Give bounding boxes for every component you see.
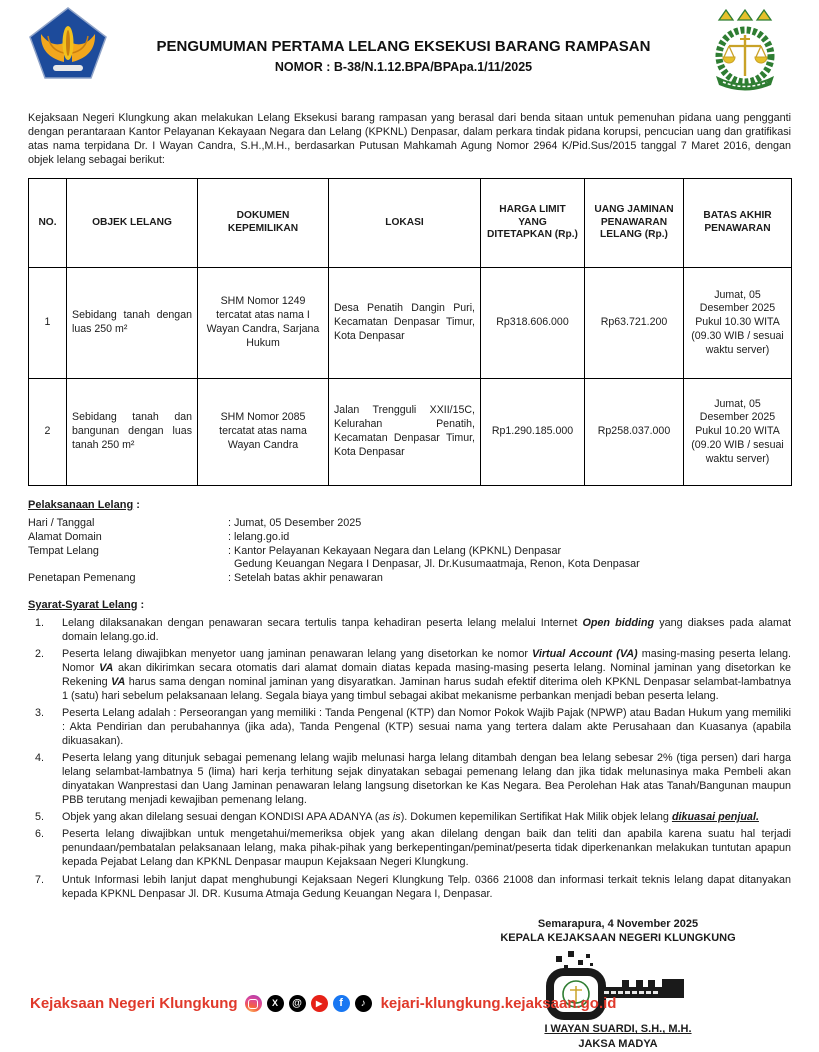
detail-value	[228, 545, 791, 573]
detail-label: Penetapan Pemenang	[28, 572, 136, 585]
syarat-item-1	[28, 616, 791, 644]
cell-harga: Rp1.290.185.000	[481, 378, 585, 485]
youtube-icon: ▶	[311, 995, 328, 1012]
cell-jaminan: Rp258.037.000	[585, 378, 684, 485]
cell-harga: Rp318.606.000	[481, 267, 585, 378]
signature-office-title: KEPALA KEJAKSAAN NEGERI KLUNGKUNG	[500, 932, 736, 945]
detail-row-tempat-lelang	[28, 545, 791, 573]
col-header-dokumen: DOKUMEN KEPEMILIKAN	[198, 178, 329, 267]
table-row	[29, 267, 792, 378]
announcement-number: NOMOR : B-38/N.1.12.BPA/BPApa.1/11/2025	[274, 60, 533, 74]
detail-label: Alamat Domain	[28, 530, 102, 543]
cell-jaminan: Rp63.721.200	[585, 267, 684, 378]
announcement-title: PENGUMUMAN PERTAMA LELANG EKSEKUSI BARANG RAMPASAN	[156, 38, 651, 55]
syarat-text: Lelang dilaksanakan dengan penawaran secara tertulis tanpa kehadiran peserta lelang melalui Internet	[62, 616, 583, 629]
footer-brand-text: Kejaksaan Negeri Klungkung	[30, 995, 238, 1012]
syarat-text: yang diakses pada alamat domain lelang.go.id.	[62, 616, 791, 644]
pelaksanaan-heading	[28, 499, 791, 511]
detail-value: : Jumat, 05 Desember 2025	[228, 516, 362, 529]
syarat-text: Peserta lelang yang ditunjuk sebagai pemenang lelang wajib melunasi harga lelang ditambah dengan bea lelang sebesar 2% (tiga persen) dari harga lelang selambat-lambatnya 5 (lima) hari kerja terhitung sejak dinyatakan sebagai pemenang lelang dan jika tidak melunasinya maka Pembeli akan dinyatakan Wanprestasi dan Uang Jaminan penawaran lelang langsung disetorkan ke Kas Negara. Bea Perolehan Hak atas Tanah/Bangunan maupun PBB terutang menjadi kewajiban pemenang lelang.	[62, 752, 791, 807]
detail-value: : lelang.go.id	[228, 530, 290, 543]
detail-value-line1: : Kantor Pelayanan Kekayaan Negara dan Lelang (KPKNL) Denpasar	[228, 544, 562, 557]
facebook-icon: f	[333, 995, 350, 1012]
syarat-item-7	[28, 873, 791, 901]
syarat-text: Peserta lelang diwajibkan menyetor uang jaminan penawaran lelang yang disetorkan ke nomor	[62, 648, 533, 661]
kemenkeu-logo-icon	[28, 6, 108, 85]
syarat-text-emphasis: Open bidding	[582, 616, 655, 629]
syarat-item-4	[28, 751, 791, 807]
auction-lots-table	[28, 178, 792, 486]
syarat-heading	[28, 599, 791, 611]
pelaksanaan-details	[28, 517, 791, 586]
cell-no: 1	[29, 267, 67, 378]
instagram-icon	[245, 995, 262, 1012]
syarat-item-3	[28, 706, 791, 748]
cell-lokasi: Desa Penatih Dangin Puri, Kecamatan Denpasar Timur, Kota Denpasar	[329, 267, 481, 378]
cell-objek: Sebidang tanah dan bangunan dengan luas tanah 250 m²	[67, 378, 198, 485]
intro-paragraph: Kejaksaan Negeri Klungkung akan melakukan Lelang Eksekusi barang rampasan yang berasal dari benda sitaan untuk pemenuhan pidana uang pengganti dengan perantaraan Kantor Pelayanan Kekayaan Negara dan Lelang (KPKNL) Denpasar, dalam perkara tindak pidana korupsi, pencucian uang dan gratifikasi atas nama terpidana Dr. I Wayan Candra, S.H.,M.H., berdasarkan Putusan Mahkamah Agung Nomor 2964 K/Pid.Sus/2015 tanggal 7 Maret 2016, dengan objek lelang sebagai berikut:	[28, 112, 791, 167]
syarat-text: masing-masing peserta lelang. Nomor	[62, 648, 791, 675]
signature-block	[453, 917, 783, 1052]
syarat-text-underlined: dikuasai penjual.	[671, 811, 759, 824]
threads-icon: @	[289, 995, 306, 1012]
cell-objek: Sebidang tanah dengan luas 250 m²	[67, 267, 198, 378]
syarat-text: akan dikirimkan secara otomatis dari alamat domain diatas kepada masing-masing peserta lelang. Nominal jaminan yang disetorkan ke Rekening	[62, 662, 791, 689]
signature-name: I WAYAN SUARDI, S.H., M.H.	[544, 1023, 692, 1036]
document-header	[28, 6, 791, 99]
pelaksanaan-heading-colon: :	[133, 498, 140, 511]
cell-dokumen: SHM Nomor 2085 tercatat atas nama Wayan Candra	[198, 378, 329, 485]
col-header-lokasi: LOKASI	[329, 178, 481, 267]
detail-row-alamat-domain	[28, 531, 791, 545]
col-header-harga-limit: HARGA LIMIT YANG DITETAPKAN (Rp.)	[481, 178, 585, 267]
x-icon: X	[267, 995, 284, 1012]
cell-dokumen: SHM Nomor 1249 tercatat atas nama I Wayan Candra, Sarjana Hukum	[198, 267, 329, 378]
syarat-item-5	[28, 810, 791, 824]
header-titles	[108, 6, 699, 74]
detail-label: Hari / Tanggal	[28, 516, 95, 529]
detail-row-hari-tanggal	[28, 517, 791, 531]
syarat-text: ). Dokumen kepemilikan Sertifikat Hak Milik objek lelang	[400, 811, 672, 824]
detail-value-line2: Gedung Keuangan Negara I Denpasar, Jl. Dr.Kusumaatmaja, Renon, Kota Denpasar	[234, 558, 640, 571]
cell-no: 2	[29, 378, 67, 485]
cell-batas: Jumat, 05 Desember 2025 Pukul 10.30 WITA (09.30 WIB / sesuai waktu server)	[684, 267, 792, 378]
syarat-text-emphasis: Virtual Account (VA)	[532, 648, 638, 661]
signature-place-date: Semarapura, 4 November 2025	[537, 917, 699, 930]
syarat-text: Objek yang akan dilelang sesuai dengan KONDISI APA ADANYA (	[62, 811, 379, 824]
kejaksaan-logo-icon	[699, 6, 791, 99]
detail-value: : Setelah batas akhir penawaran	[228, 572, 383, 585]
syarat-text-emphasis: VA	[111, 676, 126, 689]
footer-url: kejari-klungkung.kejaksaan.go.id	[380, 995, 617, 1012]
document-footer	[30, 995, 616, 1012]
col-header-objek: OBJEK LELANG	[67, 178, 198, 267]
pelaksanaan-heading-text: Pelaksanaan Lelang	[28, 498, 134, 511]
signature-position: JAKSA MADYA	[578, 1038, 658, 1051]
detail-row-penetapan-pemenang	[28, 572, 791, 586]
cell-lokasi: Jalan Trengguli XXII/15C, Kelurahan Penatih, Kecamatan Denpasar Timur, Kota Denpasar	[329, 378, 481, 485]
col-header-batas-akhir: BATAS AKHIR PENAWARAN	[684, 178, 792, 267]
syarat-heading-colon: :	[137, 598, 145, 611]
table-row	[29, 378, 792, 485]
syarat-item-2	[28, 647, 791, 703]
col-header-no: NO.	[29, 178, 67, 267]
syarat-text-italic: as is	[378, 811, 401, 824]
cell-batas: Jumat, 05 Desember 2025 Pukul 10.20 WITA (09.20 WIB / sesuai waktu server)	[684, 378, 792, 485]
syarat-text: Untuk Informasi lebih lanjut dapat menghubungi Kejaksaan Negeri Klungkung Telp. 0366 21008 dan informasi terkait teknis lelang dapat ditanyakan kepada KPKNL Denpasar Jl. DR. Kusuma Atmaja Gedung Keuangan Negara I, Denpasar.	[62, 873, 791, 900]
syarat-text: Peserta lelang diwajibkan untuk mengetahui/memeriksa objek yang akan dilelang dengan baik dan teliti dan apabila karena suatu hal terjadi penundaan/pembatalan pelaksanaan lelang, maka pihak-pihak yang berkepentingan/peminat/peserta tidak diperkenankan melakukan tuntutan apapun kepada Pejabat Lelang dan KPKNL Denpasar maupun Kejaksaan Negeri Klungkung.	[62, 828, 791, 869]
col-header-uang-jaminan: UANG JAMINAN PENAWARAN LELANG (Rp.)	[585, 178, 684, 267]
detail-label: Tempat Lelang	[28, 544, 99, 557]
syarat-heading-text: Syarat-Syarat Lelang	[28, 598, 138, 611]
syarat-item-6	[28, 827, 791, 869]
table-header-row	[29, 178, 792, 267]
syarat-text-emphasis: VA	[99, 662, 114, 675]
syarat-text: harus sama dengan nominal jaminan yang disyaratkan. Jaminan harus sudah efektif diterima oleh KPKNL Denpasar selambat-lambatnya 1 (satu) hari sebelum pelaksanaan lelang. Segala biaya yang timbul sebagai akibat mekanisme perbankan menjadi beban peserta lelang.	[62, 676, 792, 703]
tiktok-icon: ♪	[355, 995, 372, 1012]
syarat-list	[28, 616, 791, 901]
syarat-text: Peserta Lelang adalah : Perseorangan yang memiliki : Tanda Pengenal (KTP) dan Nomor Pokok Wajib Pajak (NPWP) atau Badan Hukum yang memiliki : Akta Pendirian dan perubahannya (jika ada), Tanda Pengenal (KTP) sesuai nama yang tertera dalam akte Perusahaan dan Kuasanya (apabila dikuasakan).	[62, 707, 791, 748]
